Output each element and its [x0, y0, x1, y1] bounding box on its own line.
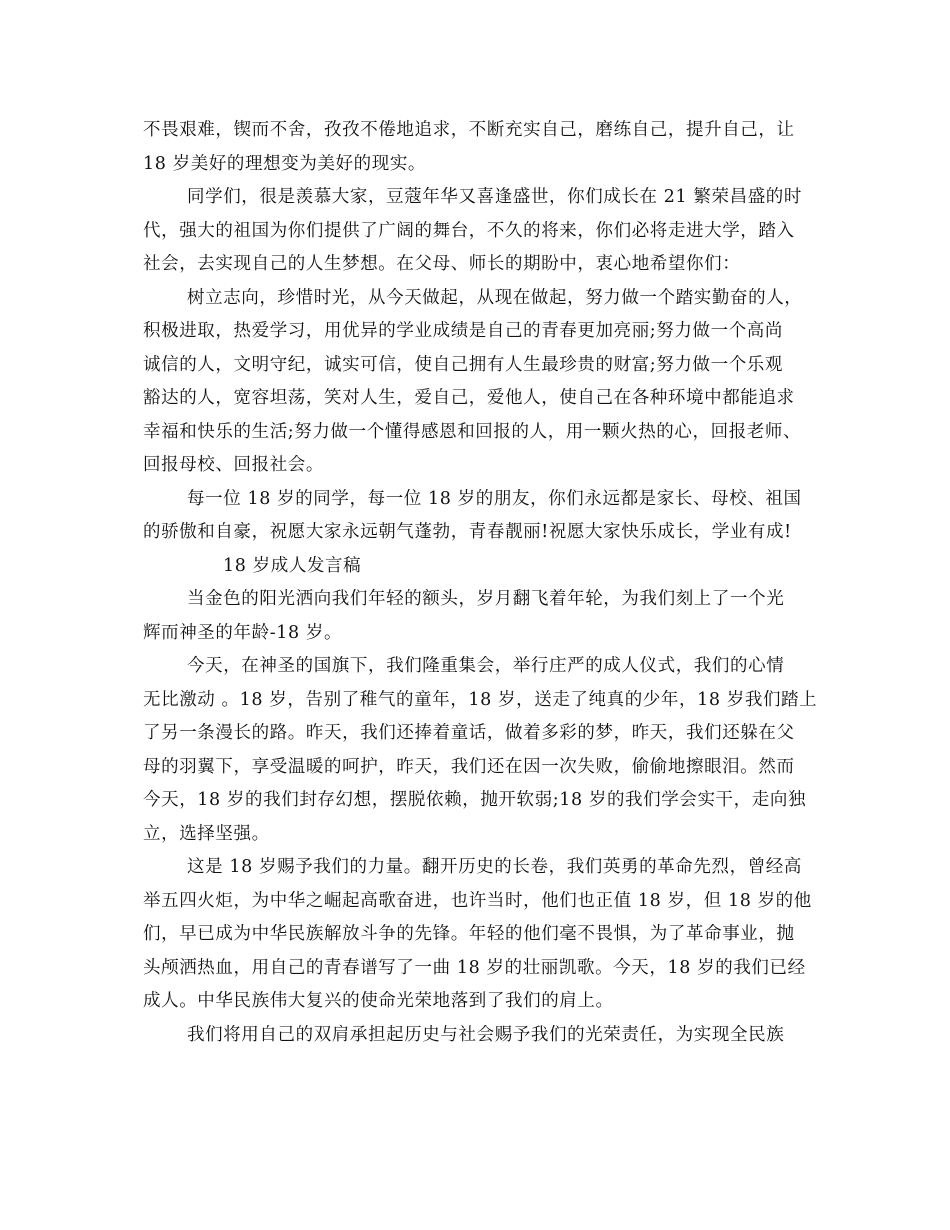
text-line: 头颅洒热血，用自己的青春谱写了一曲 18 岁的壮丽凯歌。今天，18 岁的我们已经 [143, 957, 806, 978]
text-line: 豁达的人，宽容坦荡，笑对人生，爱自己，爱他人，使自己在各种环境中都能追求 [143, 388, 795, 408]
paragraph-first-line: 同学们，很是羡慕大家，豆蔻年华又喜逢盛世，你们成长在 21 繁荣昌盛的时 [187, 187, 802, 207]
text-line: 立，选择坚强。 [143, 823, 270, 844]
paragraph-first-line: 今天，在神圣的国旗下，我们隆重集会，举行庄严的成人仪式，我们的心情 [187, 656, 785, 676]
text-line: 举五四火炬，为中华之崛起高歌奋进，也许当时，他们也正值 18 岁，但 18 岁的他 [143, 890, 812, 911]
text-line: 18 岁美好的理想变为美好的现实。 [143, 153, 427, 174]
section-heading: 18 岁成人发言稿 [223, 555, 362, 576]
paragraph-first-line: 每一位 18 岁的同学，每一位 18 岁的朋友，你们永远都是家长、母校、祖国 [187, 488, 802, 509]
paragraph-first-line: 这是 18 岁赐予我们的力量。翻开历史的长卷，我们英勇的革命先烈，曾经高 [187, 857, 802, 877]
text-line: 成人。中华民族伟大复兴的使命光荣地落到了我们的肩上。 [143, 991, 614, 1011]
text-line: 幸福和快乐的生活;努力做一个懂得感恩和回报的人，用一颗火热的心，回报老师、 [143, 421, 802, 442]
text-line: 诚信的人，文明守纪，诚实可信，使自己拥有人生最珍贵的财富;努力做一个乐观 [143, 354, 783, 375]
text-line: 无比激动 。18 岁，告别了稚气的童年，18 岁，送走了纯真的少年，18 岁我们踏上 [143, 689, 818, 710]
paragraph-first-line: 我们将用自己的双肩承担起历史与社会赐予我们的光荣责任，为实现全民族 [187, 1024, 785, 1045]
text-line: 积极进取，热爱学习，用优异的学业成绩是自己的青春更加亮丽;努力做一个高尚 [143, 321, 783, 341]
text-line: 回报母校、回报社会。 [143, 455, 324, 475]
text-line: 的骄傲和自豪，祝愿大家永远朝气蓬勃，青春靓丽!祝愿大家快乐成长，学业有成! [143, 522, 792, 542]
document-body [143, 114, 823, 1052]
text-line: 不畏艰难，锲而不舍，孜孜不倦地追求，不断充实自己，磨练自己，提升自己，让 [143, 120, 795, 140]
text-line: 社会，去实现自己的人生梦想。在父母、师长的期盼中，衷心地希望你们： [143, 254, 741, 274]
paragraph-first-line: 当金色的阳光洒向我们年轻的额头，岁月翻飞着年轮，为我们刻上了一个光 [187, 589, 785, 609]
text-line: 今天，18 岁的我们封存幻想，摆脱依赖，抛开软弱;18 岁的我们学会实干，走向独 [143, 790, 807, 810]
paragraph-first-line: 树立志向，珍惜时光，从今天做起，从现在做起，努力做一个踏实勤奋的人， [187, 287, 803, 308]
text-line: 母的羽翼下，享受温暖的呵护，昨天，我们还在因一次失败，偷偷地擦眼泪。然而 [143, 756, 795, 777]
text-line: 们，早已成为中华民族解放斗争的先锋。年轻的他们毫不畏惧，为了革命事业，抛 [143, 924, 795, 944]
text-line: 了另一条漫长的路。昨天，我们还捧着童话，做着多彩的梦，昨天，我们还躲在父 [143, 723, 795, 743]
text-line: 代，强大的祖国为你们提供了广阔的舞台，不久的将来，你们必将走进大学，踏入 [143, 220, 795, 241]
text-line: 辉而神圣的年龄-18 岁。 [143, 622, 343, 643]
